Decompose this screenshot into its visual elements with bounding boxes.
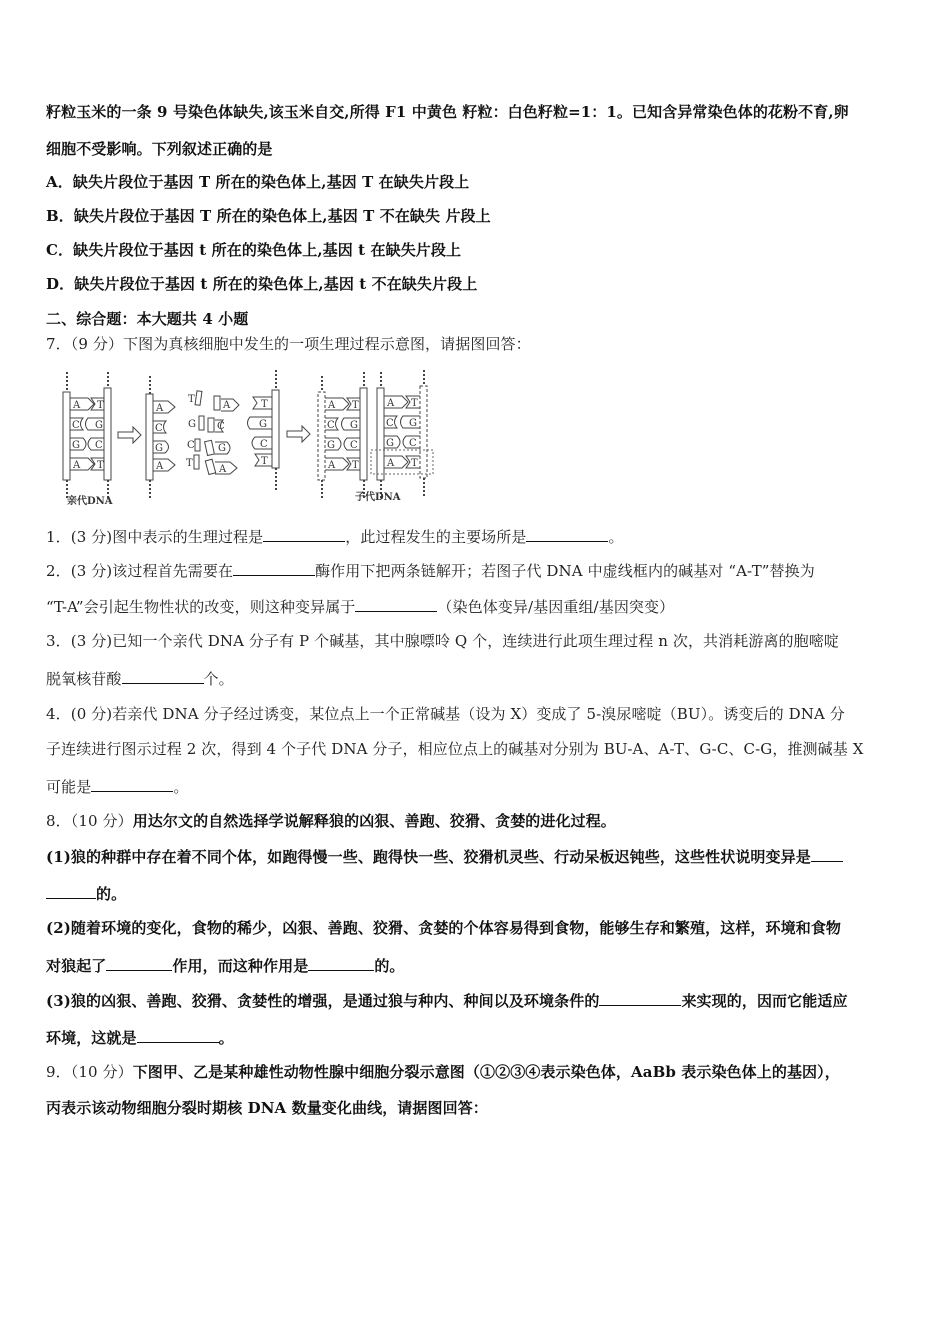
q6-stem-line1: 籽粒玉米的一条 9 号染色体缺失,该玉米自交,所得 F1 中黄色 籽粒：白色籽粒=1：1。已知含异常染色体的花粉不育,卵 [46, 103, 849, 121]
dna-replication-diagram [55, 368, 445, 510]
q7-stem: 7．（9 分）下图为真核细胞中发生的一项生理过程示意图，请据图回答： [46, 335, 531, 353]
svg-text:C: C [155, 423, 163, 434]
q7-sub2-text: 2．(3 分)该过程首先需要在 [46, 562, 234, 580]
svg-text:A: A [387, 458, 395, 469]
svg-text:A: A [387, 398, 395, 409]
q7-sub3-line2 [46, 668, 908, 689]
q6-option-c [46, 240, 908, 260]
option-text: 缺失片段位于基因 t 所在的染色体上,基因 t 不在缺失片段上 [74, 275, 478, 293]
answer-blank[interactable] [526, 526, 608, 542]
q7-sub1-text: 。 [608, 528, 624, 546]
q8-part3-line2 [46, 1027, 908, 1048]
q6-stem-line2: 细胞不受影响。下列叙述正确的是 [46, 140, 273, 158]
svg-text:T: T [97, 460, 104, 471]
q6-option-a [46, 172, 908, 192]
q9-stem-line2: 丙表示该动物细胞分裂时期核 DNA 数量变化曲线，请据图回答： [46, 1099, 488, 1117]
q7-sub4-text: 。 [173, 778, 189, 796]
q8-part3-text: 来实现的，因而它能适应 [681, 992, 848, 1010]
q6-option-d [46, 274, 908, 294]
svg-text:G: G [188, 419, 196, 430]
answer-blank[interactable] [106, 955, 172, 971]
option-text: 缺失片段位于基因 T 所在的染色体上,基因 T 不在缺失 片段上 [73, 207, 491, 225]
q8-part3-text: 环境，这就是 [46, 1029, 137, 1047]
option-text: 缺失片段位于基因 t 所在的染色体上,基因 t 在缺失片段上 [73, 241, 462, 259]
q8-part1-text: 的。 [96, 885, 127, 903]
q8-part1-line1 [46, 846, 908, 867]
q7-sub1 [46, 526, 908, 547]
svg-text:A: A [156, 403, 164, 414]
svg-text:C: C [409, 438, 417, 449]
q8-part3-line1 [46, 990, 908, 1011]
svg-text:A: A [328, 460, 336, 471]
q8-part2-line2 [46, 955, 908, 976]
q7-sub2-line2 [46, 596, 908, 617]
svg-text:C: C [386, 418, 394, 429]
q8-part2-text: 对狼起了 [46, 957, 107, 975]
q8-part2-line1: (2)随着环境的变化，食物的稀少，凶狠、善跑、狡猾、贪婪的个体容易得到食物，能够生存和繁殖，这样，环境和食物 [46, 919, 842, 937]
svg-text:T: T [261, 456, 268, 467]
q7-sub4-line3 [46, 776, 908, 797]
option-letter: C． [46, 241, 74, 259]
child-dna-label: 子代DNA [355, 492, 401, 503]
q7-sub2-line1 [46, 560, 908, 581]
q8-part3-text: (3)狼的凶狠、善跑、狡猾、贪婪性的增强，是通过狼与种内、种间以及环境条件的 [46, 992, 600, 1010]
q7-sub2-text: “T-A”会引起生物性状的改变，则这种变异属于 [46, 598, 356, 616]
svg-text:G: G [218, 443, 226, 454]
answer-blank[interactable] [122, 668, 204, 684]
svg-text:G: G [386, 438, 394, 449]
svg-text:C: C [72, 420, 80, 431]
q7-sub4-line1: 4．(0 分)若亲代 DNA 分子经过诱变，某位点上一个正常碱基（设为 X）变成了 5-溴尿嘧啶（BU）。诱变后的 DNA 分 [46, 705, 845, 723]
answer-blank[interactable] [233, 560, 315, 576]
answer-blank[interactable] [91, 776, 173, 792]
q7-sub1-text: ，此过程发生的主要场所是 [345, 528, 527, 546]
answer-blank[interactable] [263, 526, 345, 542]
q7-sub2-text: （染色体变异/基因重组/基因突变） [437, 598, 675, 616]
option-letter: D． [46, 275, 75, 293]
q7-sub2-text: 酶作用下把两条链解开；若图子代 DNA 中虚线框内的碱基对 “A-T”替换为 [315, 562, 815, 580]
svg-text:A: A [223, 400, 231, 411]
q9-stem-text: 下图甲、乙是某种雄性动物性腺中细胞分裂示意图（①②③④表示染色体，AaBb 表示染色体上的基因）， [132, 1063, 840, 1081]
svg-text:C: C [217, 421, 225, 432]
section-heading: 二、综合题：本大题共 4 小题 [46, 310, 249, 328]
q7-sub3-text: 个。 [203, 670, 234, 688]
answer-blank[interactable] [355, 596, 437, 612]
svg-text:G: G [409, 418, 417, 429]
answer-blank[interactable] [46, 883, 96, 899]
svg-text:C: C [350, 440, 358, 451]
q8-number: 8．（10 分） [46, 812, 133, 830]
answer-blank[interactable] [599, 990, 681, 1006]
svg-text:T: T [261, 399, 268, 410]
svg-text:T: T [186, 458, 193, 469]
q7-sub4-line2: 子连续进行图示过程 2 次，得到 4 个子代 DNA 分子，相应位点上的碱基对分别为 BU-A、A-T、G-C、C-G，推测碱基 X [46, 740, 864, 758]
q9-stem-line1 [46, 1062, 908, 1082]
svg-text:A: A [328, 400, 336, 411]
svg-text:G: G [155, 443, 163, 454]
answer-blank[interactable] [308, 955, 374, 971]
dna-replication-figure [55, 368, 445, 510]
svg-text:C: C [260, 439, 268, 450]
svg-text:T: T [352, 400, 359, 411]
answer-blank[interactable] [811, 846, 843, 862]
q8-part2-text: 作用，而这种作用是 [172, 957, 309, 975]
svg-text:A: A [73, 460, 81, 471]
svg-text:T: T [97, 400, 104, 411]
svg-text:C: C [95, 440, 103, 451]
q8-stem-text: 用达尔文的自然选择学说解释狼的凶狠、善跑、狡猾、贪婪的进化过程。 [132, 812, 616, 830]
option-letter: A． [46, 173, 73, 191]
parent-dna-label: 亲代DNA [67, 496, 113, 507]
svg-text:C: C [327, 420, 335, 431]
q7-sub3-text: 脱氧核苷酸 [46, 670, 122, 688]
q8-part3-text: 。 [218, 1029, 234, 1047]
answer-blank[interactable] [137, 1027, 219, 1043]
svg-text:A: A [73, 400, 81, 411]
option-text: 缺失片段位于基因 T 所在的染色体上,基因 T 在缺失片段上 [72, 173, 470, 191]
svg-text:A: A [219, 464, 227, 475]
q7-sub3-line1: 3．(3 分)已知一个亲代 DNA 分子有 P 个碱基，其中腺嘌呤 Q 个，连续进行此项生理过程 n 次，共消耗游离的胞嘧啶 [46, 632, 839, 650]
option-letter: B． [46, 207, 74, 225]
svg-text:T: T [352, 460, 359, 471]
q8-stem [46, 811, 908, 831]
q6-option-b [46, 206, 908, 226]
q8-part1-text: (1)狼的种群中存在着不同个体，如跑得慢一些、跑得快一些、狡猾机灵些、行动呆板迟钝些，这些性状说明变异是 [46, 848, 811, 866]
q8-part2-text: 的。 [374, 957, 405, 975]
q8-part1-line2 [46, 883, 908, 904]
mutation-dashed-box [371, 450, 433, 474]
svg-text:T: T [411, 458, 418, 469]
svg-text:A: A [156, 461, 164, 472]
q7-sub4-text: 可能是 [46, 778, 92, 796]
svg-text:G: G [95, 420, 103, 431]
q7-sub1-text: 1．(3 分)图中表示的生理过程是 [46, 528, 264, 546]
q9-number: 9．（10 分） [46, 1063, 133, 1081]
svg-text:G: G [259, 419, 267, 430]
svg-text:G: G [72, 440, 80, 451]
svg-text:G: G [350, 420, 358, 431]
svg-text:T: T [188, 394, 195, 405]
svg-text:C: C [187, 440, 195, 451]
svg-text:T: T [411, 398, 418, 409]
svg-text:G: G [327, 440, 335, 451]
